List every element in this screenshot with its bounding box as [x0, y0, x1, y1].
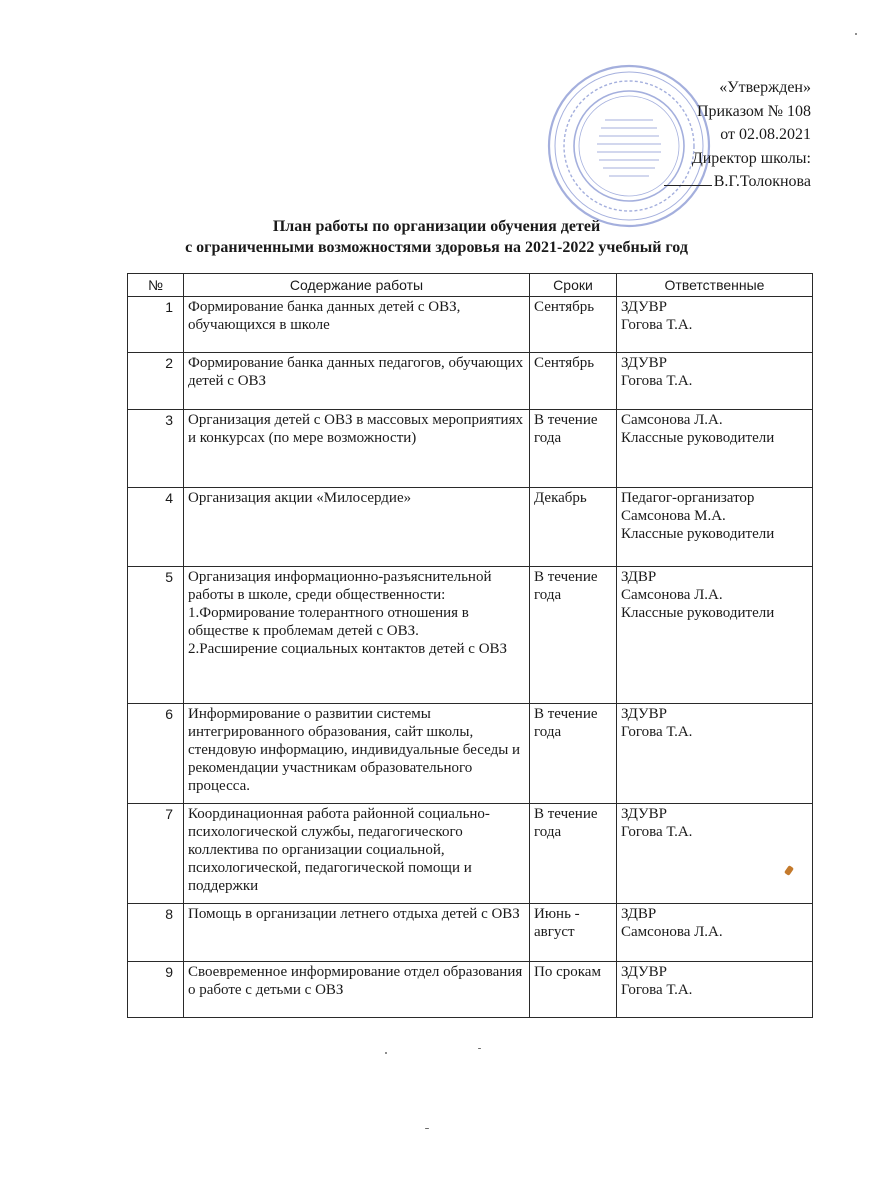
- table-header-row: [128, 274, 813, 297]
- signature-line: [664, 185, 712, 186]
- table-row: [128, 567, 813, 704]
- row-content: Формирование банка данных детей с ОВЗ, обучающихся в школе: [184, 297, 530, 353]
- approval-heading: «Утвержден»: [719, 79, 811, 96]
- row-num: 9: [128, 962, 184, 1018]
- row-term: В течение года: [530, 410, 617, 488]
- row-content: Организация информационно-разъяснительной работы в школе, среди общественности: 1.Формирование толерантного отношения в обществе к проблемам детей с ОВЗ. 2.Расширение социальных контактов детей с ОВЗ: [184, 567, 530, 704]
- row-term: Декабрь: [530, 488, 617, 567]
- row-term: В течение года: [530, 567, 617, 704]
- row-num: 1: [128, 297, 184, 353]
- row-responsible: Педагог-организатор Самсонова М.А. Классные руководители: [617, 488, 813, 567]
- row-num: 5: [128, 567, 184, 704]
- row-responsible: ЗДУВР Гогова Т.А.: [617, 353, 813, 410]
- table-row: [128, 904, 813, 962]
- row-num: 2: [128, 353, 184, 410]
- row-content: Организация акции «Милосердие»: [184, 488, 530, 567]
- approval-block: [581, 76, 811, 194]
- row-responsible: ЗДУВР Гогова Т.А.: [617, 297, 813, 353]
- approval-order-date: от 02.08.2021: [720, 126, 811, 143]
- title-line-2: с ограниченными возможностями здоровья на 2021-2022 учебный год: [185, 239, 688, 256]
- row-term: В течение года: [530, 704, 617, 804]
- scan-speck: [855, 33, 857, 35]
- scan-speck: [385, 1052, 387, 1054]
- title-line-1: План работы по организации обучения детей: [272, 218, 601, 235]
- row-term: Сентябрь: [530, 297, 617, 353]
- approval-director-label: Директор школы:: [691, 149, 811, 167]
- header-num: №: [128, 274, 184, 297]
- row-responsible: ЗДУВР Гогова Т.А.: [617, 704, 813, 804]
- header-responsible: Ответственные: [617, 274, 813, 297]
- table-row: [128, 410, 813, 488]
- approval-director-signature: [581, 170, 811, 194]
- approval-order-number: Приказом № 108: [696, 102, 811, 120]
- row-content: Помощь в организации летнего отдыха детей с ОВЗ: [184, 904, 530, 962]
- row-content: Информирование о развитии системы интегрированного образования, сайт школы, стендовую информацию, индивидуальные беседы и рекомендации участникам образовательного процесса.: [184, 704, 530, 804]
- table-row: [128, 704, 813, 804]
- scan-speck: [425, 1128, 429, 1129]
- header-content: Содержание работы: [184, 274, 530, 297]
- row-content: Своевременное информирование отдел образования о работе с детьми с ОВЗ: [184, 962, 530, 1018]
- row-responsible: ЗДУВР Гогова Т.А.: [617, 962, 813, 1018]
- row-term: Июнь - август: [530, 904, 617, 962]
- table-row: [128, 353, 813, 410]
- row-num: 3: [128, 410, 184, 488]
- document-title: [0, 216, 873, 258]
- scan-speck: [478, 1048, 481, 1049]
- work-plan-table: [127, 273, 813, 1018]
- approval-director-name: В.Г.Толокнова: [713, 173, 811, 190]
- row-content: Координационная работа районной социально-психологической службы, педагогического коллектива по организации социальной, психологической, педагогической помощи и поддержки: [184, 804, 530, 904]
- row-responsible: ЗДВР Самсонова Л.А. Классные руководители: [617, 567, 813, 704]
- row-num: 8: [128, 904, 184, 962]
- row-num: 7: [128, 804, 184, 904]
- table-row: [128, 804, 813, 904]
- row-term: По срокам: [530, 962, 617, 1018]
- row-responsible: Самсонова Л.А. Классные руководители: [617, 410, 813, 488]
- row-num: 4: [128, 488, 184, 567]
- row-content: Формирование банка данных педагогов, обучающих детей с ОВЗ: [184, 353, 530, 410]
- header-term: Сроки: [530, 274, 617, 297]
- table-row: [128, 962, 813, 1018]
- row-term: Сентябрь: [530, 353, 617, 410]
- table-row: [128, 488, 813, 567]
- table-row: [128, 297, 813, 353]
- row-responsible: ЗДУВР Гогова Т.А.: [617, 804, 813, 904]
- row-term: В течение года: [530, 804, 617, 904]
- row-content: Организация детей с ОВЗ в массовых мероприятиях и конкурсах (по мере возможности): [184, 410, 530, 488]
- row-responsible: ЗДВР Самсонова Л.А.: [617, 904, 813, 962]
- row-num: 6: [128, 704, 184, 804]
